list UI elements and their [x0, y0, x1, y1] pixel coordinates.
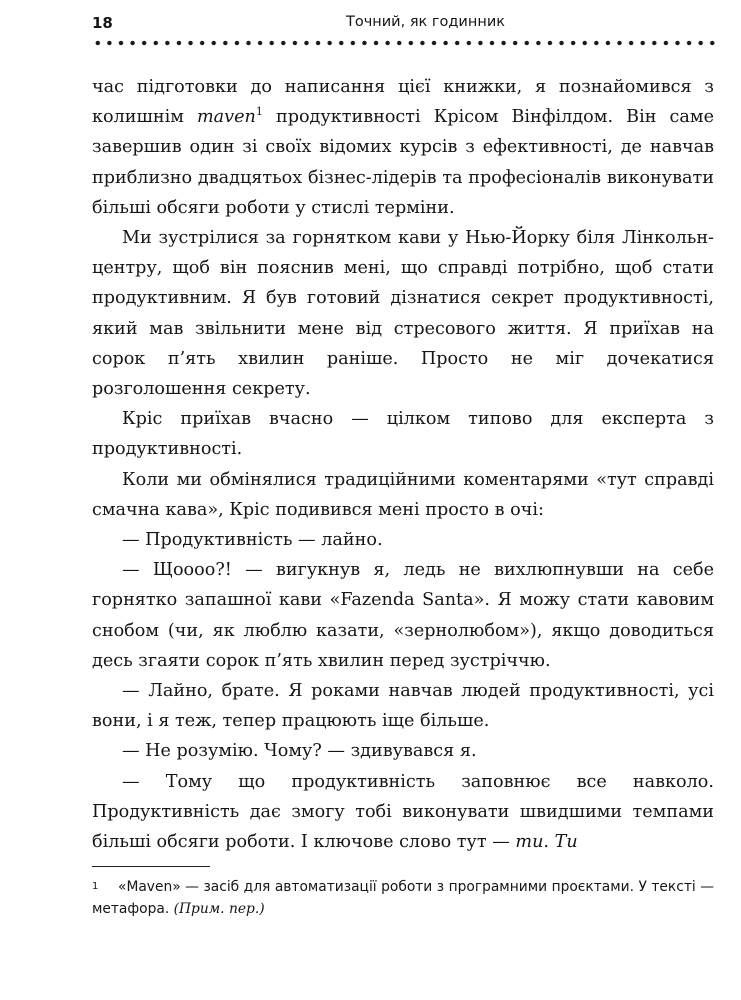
paragraph-3: Кріс приїхав вчасно — цілком типово для експерта з продуктивності. — [92, 409, 714, 460]
footnote — [92, 876, 714, 920]
paragraph-9-text-a: — Тому що продуктивність заповнює все навколо. Продуктивність дає змогу тобі виконувати швидшими темпами більші обсяги роботи. І ключове слово тут — — [92, 771, 714, 853]
paragraph-6: — Щоооо?! — вигукнув я, ледь не вихлюпнувши на себе горнятко запашної кави «Fazenda Santa». Я можу стати кавовим снобом (чи, як люблю казати, «зернолюбом»), якщо доводиться десь згаяти сорок п’ять хвилин перед зустріччю. — [92, 560, 714, 671]
translator-note: (Прим. пер.) — [173, 901, 265, 917]
paragraph-2: Ми зустрілися за горнятком кави у Нью-Йорку біля Лінкольн-центру, щоб він пояснив мені, що справді потрібно, щоб стати продуктивним. Я був готовий дізнатися секрет продуктивності, який мав звільнити мене від стресового життя. Я приїхав на сорок п’ять хвилин раніше. Просто не міг дочекатися розголошення секрету. — [92, 228, 714, 400]
paragraph-4: Коли ми обмінялися традиційними коментарями «тут справді смачна кава», Кріс подивився мені просто в очі: — [92, 469, 714, 520]
paragraph-1 — [92, 72, 714, 223]
paragraph-8: — Не розумію. Чому? — здивувався я. — [122, 741, 477, 762]
paragraph-9 — [92, 767, 714, 858]
dotted-divider — [92, 40, 719, 46]
paragraph-7: — Лайно, брате. Я роками навчав людей продуктивності, усі вони, і я теж, тепер працюють іще більше. — [92, 681, 714, 732]
paragraph-1-text-a: час підготовки до написання цієї книжки, я познайомився з колишнім — [92, 77, 714, 128]
paragraph-1-text-b: продуктивності Крісом Вінфілдом. Він саме завершив один зі своїх відомих курсів з ефективності, де навчав приблизно двадцятьох бізнес-лідерів та професіоналів виконувати більші обсяги роботи у стислі терміни. — [92, 107, 714, 218]
maven-term: maven — [197, 107, 256, 128]
emphasis-ty-1: ти — [515, 832, 544, 853]
footnote-ref: 1 — [255, 105, 263, 119]
page-header — [92, 12, 719, 38]
page-number: 18 — [92, 14, 113, 32]
body-text — [92, 72, 714, 857]
paragraph-9-text-b: . — [543, 832, 555, 853]
emphasis-ty-2: Ти — [554, 832, 578, 853]
footnote-mark: 1 — [92, 881, 99, 892]
running-title: Точний, як годинник — [345, 14, 505, 30]
paragraph-5: — Продуктивність — лайно. — [122, 530, 383, 551]
footnote-text: «Maven» — засіб для автоматизації роботи з програмними проєктами. У тексті — метафора. — [92, 879, 714, 917]
footnote-rule — [92, 866, 210, 867]
